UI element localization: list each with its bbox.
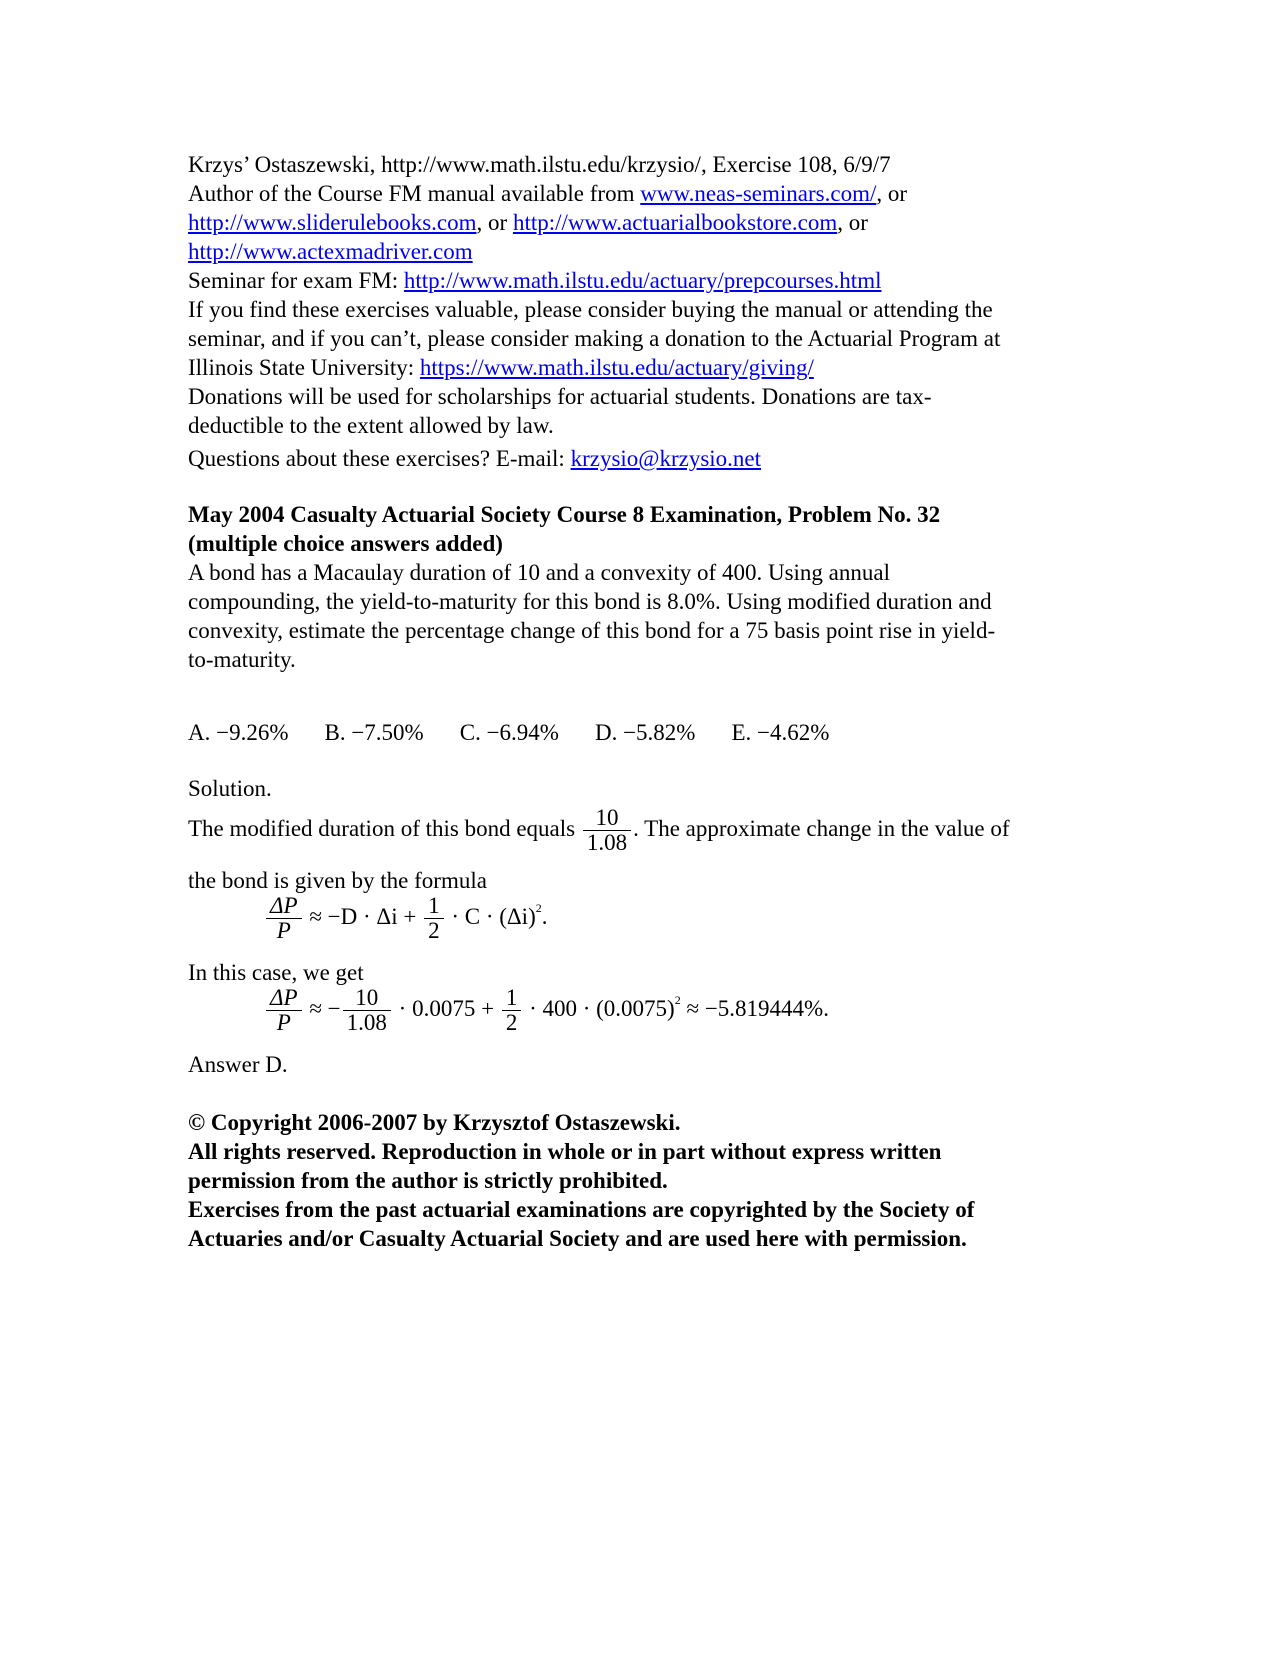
problem-text-line4: to-maturity. bbox=[188, 647, 296, 672]
formula-numeric bbox=[264, 986, 1164, 1035]
f2-tail: · 400 · (0.0075) bbox=[529, 996, 675, 1021]
f2-result: ≈ −5.819444%. bbox=[686, 996, 829, 1021]
link-prepcourses[interactable]: http://www.math.ilstu.edu/actuary/prepcourses.html bbox=[403, 268, 882, 293]
separator-or: , or bbox=[476, 210, 513, 235]
separator-or: , or bbox=[876, 181, 908, 206]
choice-d: D. −5.82% bbox=[594, 720, 696, 745]
copyright-line3: permission from the author is strictly prohibited. bbox=[188, 1168, 668, 1193]
f2-numerator: ΔP bbox=[270, 985, 298, 1011]
answer-line bbox=[188, 1050, 1088, 1079]
choice-a: A. −9.26% bbox=[188, 720, 289, 745]
donations-line1: Donations will be used for scholarships for actuarial students. Donations are tax- bbox=[188, 384, 932, 409]
md-numerator: 10 bbox=[595, 805, 619, 830]
f1-half bbox=[424, 894, 444, 943]
f2-exponent: 2 bbox=[674, 993, 681, 1007]
problem-text-line2: compounding, the yield-to-maturity for this bond is 8.0%. Using modified duration and bbox=[188, 589, 992, 614]
modified-duration-line bbox=[188, 806, 1088, 855]
md-prefix: The modified duration of this bond equals bbox=[188, 815, 581, 841]
f2-half-den: 2 bbox=[502, 1010, 522, 1035]
links-line bbox=[188, 208, 1088, 237]
f1-half-num: 1 bbox=[428, 893, 440, 919]
link-sliderulebooks[interactable]: http://www.sliderulebooks.com bbox=[188, 210, 477, 235]
md-denominator: 1.08 bbox=[583, 830, 631, 855]
case-intro-text: In this case, we get bbox=[188, 960, 364, 985]
copyright-line5: Actuaries and/or Casualty Actuarial Society and are used here with permission. bbox=[188, 1226, 967, 1251]
f1-numerator: ΔP bbox=[270, 893, 298, 919]
f2-ratio bbox=[266, 986, 302, 1035]
author-line bbox=[188, 179, 1088, 208]
problem-block bbox=[188, 500, 1088, 674]
choice-e: E. −4.62% bbox=[731, 720, 830, 745]
donate-line1: If you find these exercises valuable, please consider buying the manual or attending the bbox=[188, 297, 993, 322]
problem-text-line1: A bond has a Macaulay duration of 10 and a convexity of 400. Using annual bbox=[188, 560, 890, 585]
f1-exponent: 2 bbox=[535, 901, 542, 915]
choice-b: B. −7.50% bbox=[324, 720, 424, 745]
formula-intro-text: the bond is given by the formula bbox=[188, 868, 487, 893]
answer-text: Answer D. bbox=[188, 1052, 288, 1077]
separator-or: , or bbox=[837, 210, 868, 235]
copyright-block bbox=[188, 1108, 1088, 1253]
copyright-line4: Exercises from the past actuarial examinations are copyrighted by the Society of bbox=[188, 1197, 975, 1222]
link-giving[interactable]: https://www.math.ilstu.edu/actuary/giving/ bbox=[419, 355, 814, 380]
seminar-prefix: Seminar for exam FM: bbox=[188, 268, 404, 293]
f1-middle: ≈ −D · Δi + bbox=[309, 904, 417, 929]
f1-ratio bbox=[266, 894, 302, 943]
seminar-line bbox=[188, 266, 1088, 295]
link-actexmadriver[interactable]: http://www.actexmadriver.com bbox=[188, 239, 473, 264]
donate-prefix: Illinois State University: bbox=[188, 355, 420, 380]
author-prefix: Author of the Course FM manual available from bbox=[188, 181, 641, 206]
f2-approx: ≈ − bbox=[309, 996, 341, 1021]
solution-label bbox=[188, 774, 1088, 803]
md-fraction bbox=[583, 806, 631, 855]
donate-line3 bbox=[188, 353, 1088, 382]
donations-line2: deductible to the extent allowed by law. bbox=[188, 413, 554, 438]
header-line1: Krzys’ Ostaszewski, http://www.math.ilstu.edu/krzysio/, Exercise 108, 6/9/7 bbox=[188, 152, 891, 177]
questions-prefix: Questions about these exercises? E-mail: bbox=[188, 446, 571, 471]
solution-heading: Solution. bbox=[188, 776, 272, 801]
f2-middle: · 0.0075 + bbox=[398, 996, 495, 1021]
f2-denominator: P bbox=[266, 1010, 302, 1035]
link-actuarialbookstore[interactable]: http://www.actuarialbookstore.com bbox=[512, 210, 838, 235]
f2-half-num: 1 bbox=[505, 985, 518, 1011]
f2-half bbox=[502, 986, 522, 1035]
questions-line bbox=[188, 444, 1088, 473]
formula-general bbox=[264, 894, 1164, 943]
f1-denominator: P bbox=[266, 918, 302, 943]
answer-choices bbox=[188, 718, 1088, 747]
copyright-line2: All rights reserved. Reproduction in whole or in part without express written bbox=[188, 1139, 942, 1164]
formula-intro bbox=[188, 866, 1088, 895]
problem-title-line2: (multiple choice answers added) bbox=[188, 531, 503, 556]
choice-c: C. −6.94% bbox=[459, 720, 559, 745]
link-neas-seminars[interactable]: www.neas-seminars.com/ bbox=[640, 181, 877, 206]
problem-title-line1: May 2004 Casualty Actuarial Society Course 8 Examination, Problem No. 32 bbox=[188, 502, 941, 527]
email-link[interactable]: krzysio@krzysio.net bbox=[570, 446, 762, 471]
problem-text-line3: convexity, estimate the percentage change of this bond for a 75 basis point rise in yield- bbox=[188, 618, 996, 643]
f1-half-den: 2 bbox=[424, 918, 444, 943]
donate-line2: seminar, and if you can’t, please consider making a donation to the Actuarial Program at bbox=[188, 326, 1001, 351]
actex-line bbox=[188, 237, 1088, 266]
f2-duration-den: 1.08 bbox=[343, 1010, 391, 1035]
case-intro bbox=[188, 958, 1088, 987]
md-suffix: . The approximate change in the value of bbox=[633, 815, 1010, 841]
f1-tail: · C · (Δi) bbox=[451, 904, 536, 929]
f1-end: . bbox=[541, 904, 548, 929]
copyright-line1: © Copyright 2006-2007 by Krzysztof Ostaszewski. bbox=[188, 1110, 681, 1135]
f2-duration bbox=[343, 986, 391, 1035]
header-block bbox=[188, 150, 1088, 440]
f2-duration-num: 10 bbox=[355, 985, 379, 1011]
